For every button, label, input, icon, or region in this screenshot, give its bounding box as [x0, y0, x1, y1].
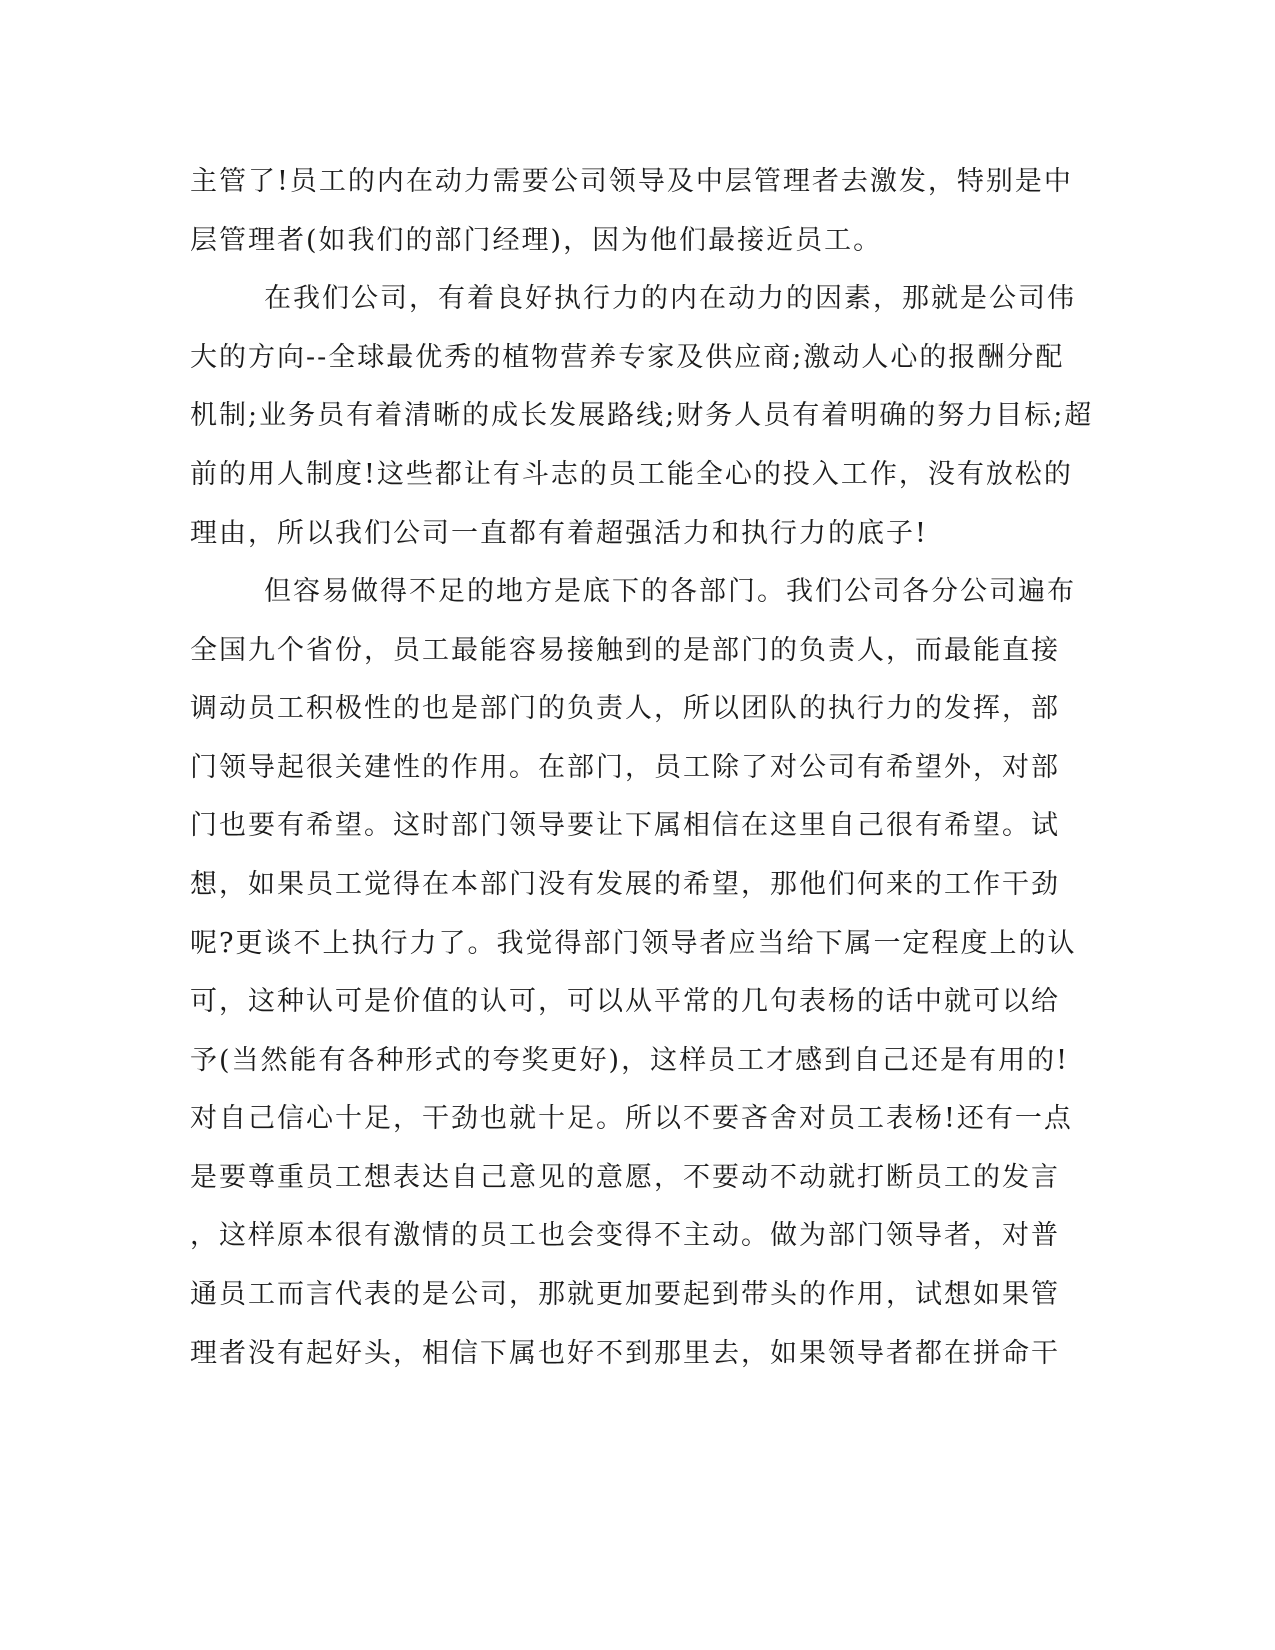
text-line: 主管了!员工的内在动力需要公司领导及中层管理者去激发，特别是中	[190, 166, 1073, 197]
paragraph-start-line: 在我们公司，有着良好执行力的内在动力的因素，那就是公司伟	[264, 283, 1076, 314]
text-line: 层管理者(如我们的部门经理)，因为他们最接近员工。	[190, 225, 883, 256]
paragraph-start-line: 但容易做得不足的地方是底下的各部门。我们公司各分公司遍布	[264, 576, 1076, 607]
text-line: 可，这种认可是价值的认可，可以从平常的几句表杨的话中就可以给	[190, 986, 1060, 1017]
text-line: 理者没有起好头，相信下属也好不到那里去，如果领导者都在拼命干	[190, 1338, 1060, 1369]
text-line: 呢?更谈不上执行力了。我觉得部门领导者应当给下属一定程度上的认	[190, 928, 1077, 959]
text-line: 通员工而言代表的是公司，那就更加要起到带头的作用，试想如果管	[190, 1279, 1060, 1310]
text-line: 机制;业务员有着清晰的成长发展路线;财务人员有着明确的努力目标;超	[190, 400, 1094, 431]
text-line: 门也要有希望。这时部门领导要让下属相信在这里自己很有希望。试	[190, 810, 1060, 841]
text-line: 全国九个省份，员工最能容易接触到的是部门的负责人，而最能直接	[190, 635, 1060, 666]
text-line: 想，如果员工觉得在本部门没有发展的希望，那他们何来的工作干劲	[190, 869, 1060, 900]
text-line: 大的方向--全球最优秀的植物营养专家及供应商;激动人心的报酬分配	[190, 342, 1065, 373]
text-line: 是要尊重员工想表达自己意见的意愿，不要动不动就打断员工的发言	[190, 1162, 1060, 1193]
text-line: 理由，所以我们公司一直都有着超强活力和执行力的底子!	[190, 518, 928, 549]
text-line: 前的用人制度!这些都让有斗志的员工能全心的投入工作，没有放松的	[190, 459, 1073, 490]
text-line: ，这样原本很有激情的员工也会变得不主动。做为部门领导者，对普	[190, 1220, 1060, 1251]
text-line: 调动员工积极性的也是部门的负责人，所以团队的执行力的发挥，部	[190, 693, 1060, 724]
text-line: 对自己信心十足，干劲也就十足。所以不要吝舍对员工表杨!还有一点	[190, 1103, 1073, 1134]
text-line: 予(当然能有各种形式的夸奖更好)，这样员工才感到自己还是有用的!	[190, 1045, 1069, 1076]
text-line: 门领导起很关建性的作用。在部门，员工除了对公司有希望外，对部	[190, 752, 1060, 783]
